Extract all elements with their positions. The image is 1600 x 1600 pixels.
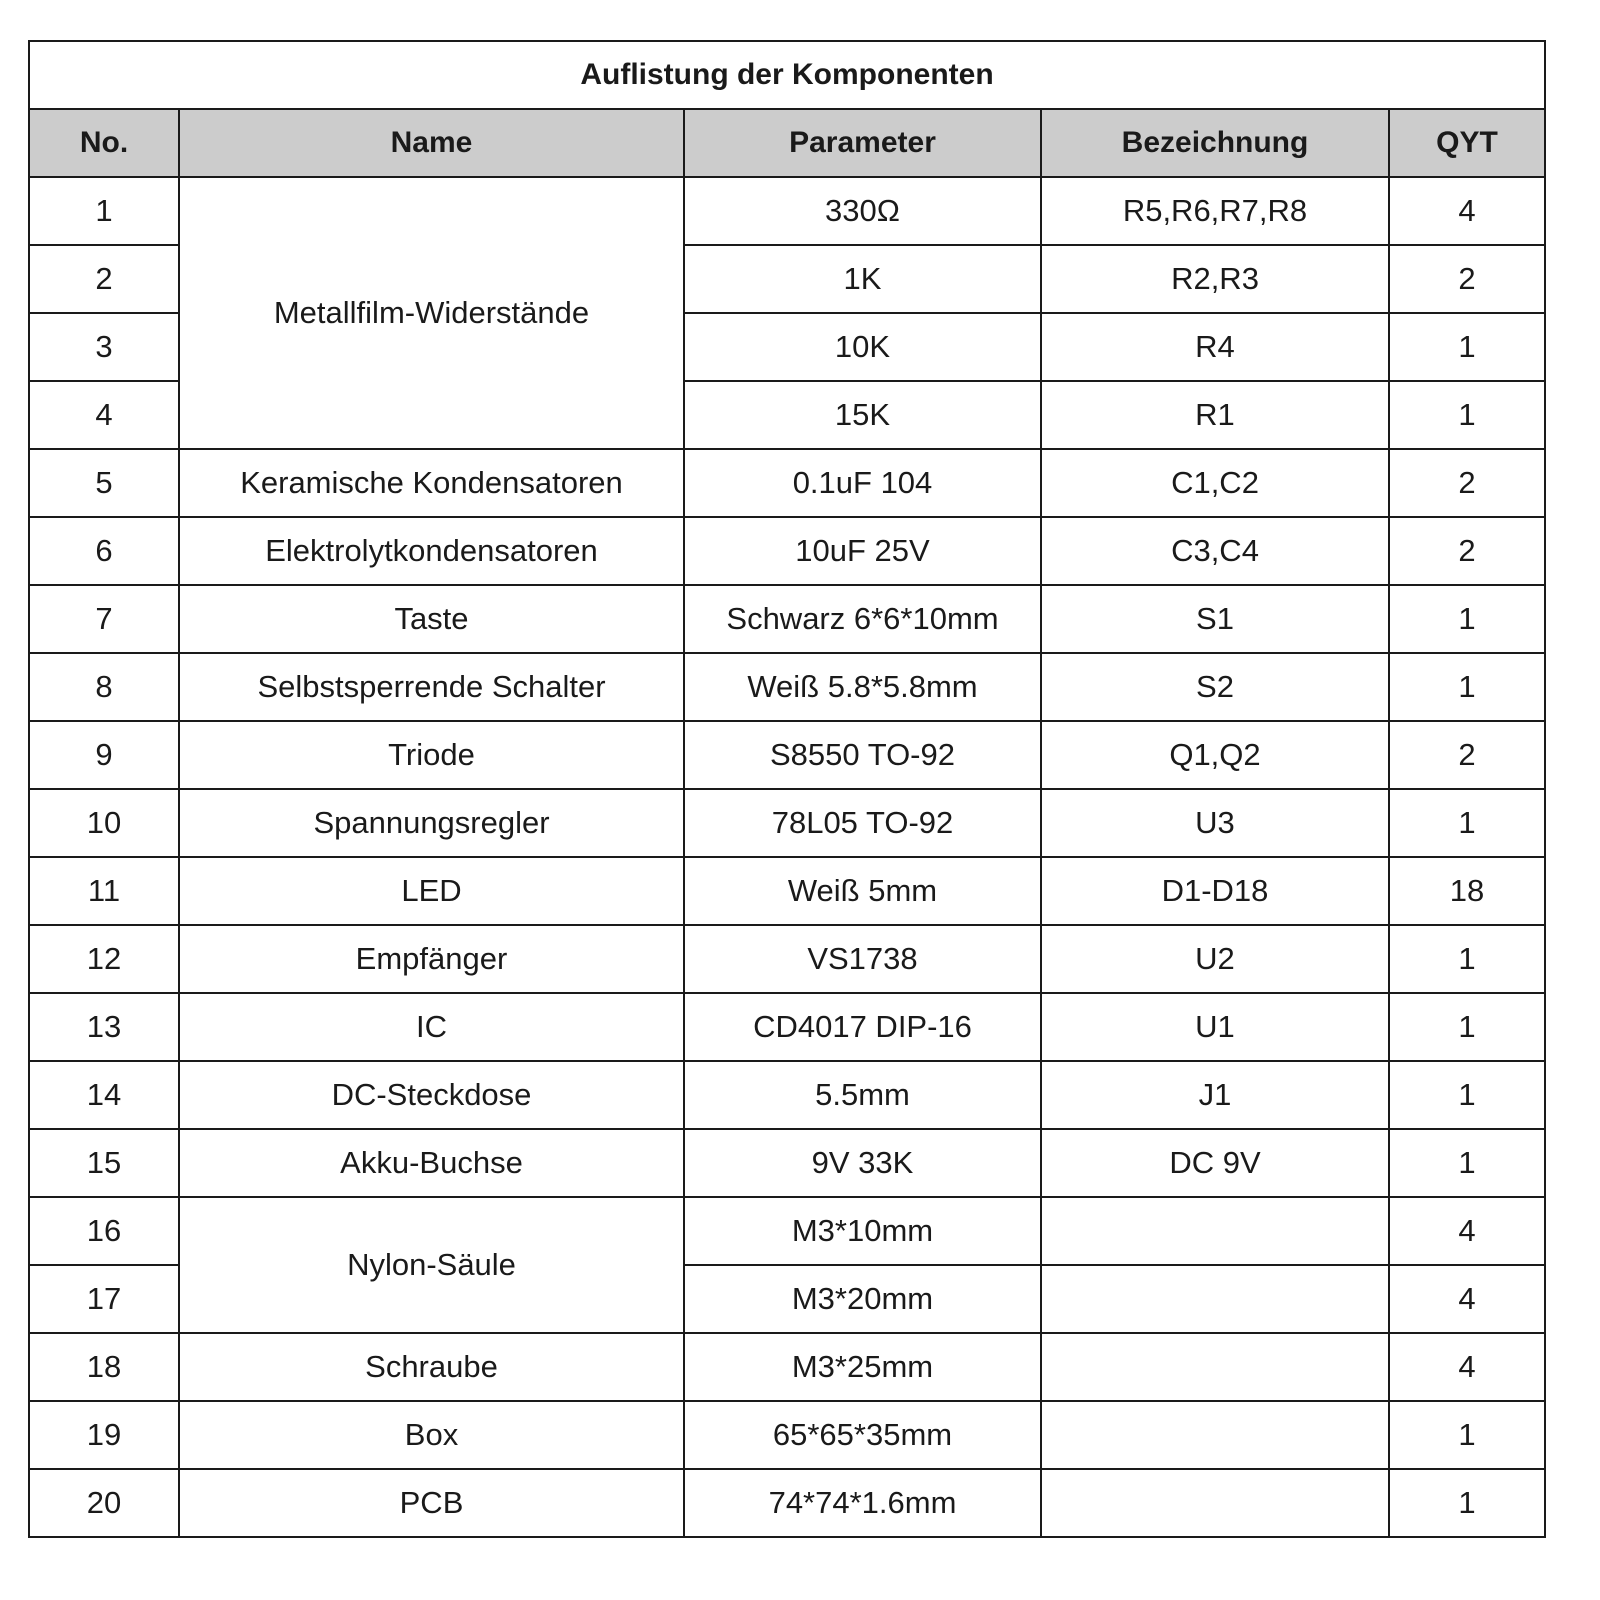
table-row <box>29 1129 1545 1197</box>
cell-qty: 18 <box>1389 857 1545 925</box>
cell-parameter: 330Ω <box>684 177 1041 245</box>
components-table <box>28 40 1546 1538</box>
cell-no: 2 <box>29 245 179 313</box>
cell-qty: 2 <box>1389 721 1545 789</box>
cell-name: Schraube <box>179 1333 684 1401</box>
cell-bezeichnung: D1-D18 <box>1041 857 1389 925</box>
cell-parameter: VS1738 <box>684 925 1041 993</box>
cell-parameter: M3*25mm <box>684 1333 1041 1401</box>
cell-qty: 4 <box>1389 1197 1545 1265</box>
cell-qty: 1 <box>1389 653 1545 721</box>
cell-name: Box <box>179 1401 684 1469</box>
cell-bezeichnung: DC 9V <box>1041 1129 1389 1197</box>
cell-bezeichnung: R1 <box>1041 381 1389 449</box>
cell-qty: 1 <box>1389 585 1545 653</box>
cell-name: DC-Steckdose <box>179 1061 684 1129</box>
cell-no: 5 <box>29 449 179 517</box>
cell-parameter: M3*20mm <box>684 1265 1041 1333</box>
cell-parameter: 74*74*1.6mm <box>684 1469 1041 1537</box>
cell-no: 8 <box>29 653 179 721</box>
cell-name: Akku-Buchse <box>179 1129 684 1197</box>
header-no: No. <box>29 109 179 177</box>
cell-bezeichnung: U2 <box>1041 925 1389 993</box>
cell-parameter: Weiß 5mm <box>684 857 1041 925</box>
cell-bezeichnung <box>1041 1197 1389 1265</box>
cell-bezeichnung <box>1041 1265 1389 1333</box>
cell-parameter: 65*65*35mm <box>684 1401 1041 1469</box>
cell-no: 19 <box>29 1401 179 1469</box>
cell-name: Empfänger <box>179 925 684 993</box>
cell-bezeichnung: J1 <box>1041 1061 1389 1129</box>
table-row <box>29 449 1545 517</box>
cell-bezeichnung: U1 <box>1041 993 1389 1061</box>
cell-no: 6 <box>29 517 179 585</box>
cell-no: 10 <box>29 789 179 857</box>
cell-qty: 1 <box>1389 789 1545 857</box>
cell-no: 16 <box>29 1197 179 1265</box>
cell-qty: 4 <box>1389 1265 1545 1333</box>
cell-bezeichnung: R5,R6,R7,R8 <box>1041 177 1389 245</box>
table-row <box>29 993 1545 1061</box>
cell-qty: 1 <box>1389 1469 1545 1537</box>
cell-parameter: M3*10mm <box>684 1197 1041 1265</box>
cell-bezeichnung: C1,C2 <box>1041 449 1389 517</box>
cell-qty: 1 <box>1389 1129 1545 1197</box>
cell-parameter: CD4017 DIP-16 <box>684 993 1041 1061</box>
cell-name: Metallfilm-Widerstände <box>179 177 684 449</box>
cell-no: 4 <box>29 381 179 449</box>
cell-qty: 2 <box>1389 517 1545 585</box>
cell-parameter: 0.1uF 104 <box>684 449 1041 517</box>
cell-no: 13 <box>29 993 179 1061</box>
cell-parameter: 1K <box>684 245 1041 313</box>
cell-parameter: 10K <box>684 313 1041 381</box>
table-row <box>29 1401 1545 1469</box>
table-row <box>29 1469 1545 1537</box>
cell-no: 11 <box>29 857 179 925</box>
cell-bezeichnung <box>1041 1333 1389 1401</box>
cell-bezeichnung: R4 <box>1041 313 1389 381</box>
cell-bezeichnung: S2 <box>1041 653 1389 721</box>
cell-parameter: 15K <box>684 381 1041 449</box>
table-row <box>29 789 1545 857</box>
cell-name: Triode <box>179 721 684 789</box>
cell-no: 17 <box>29 1265 179 1333</box>
header-name: Name <box>179 109 684 177</box>
table-row <box>29 585 1545 653</box>
table-row <box>29 721 1545 789</box>
cell-no: 14 <box>29 1061 179 1129</box>
cell-bezeichnung: C3,C4 <box>1041 517 1389 585</box>
cell-parameter: 5.5mm <box>684 1061 1041 1129</box>
cell-no: 18 <box>29 1333 179 1401</box>
cell-qty: 1 <box>1389 1401 1545 1469</box>
table-row <box>29 857 1545 925</box>
header-parameter: Parameter <box>684 109 1041 177</box>
cell-no: 12 <box>29 925 179 993</box>
header-bezeichnung: Bezeichnung <box>1041 109 1389 177</box>
cell-no: 15 <box>29 1129 179 1197</box>
cell-bezeichnung: U3 <box>1041 789 1389 857</box>
cell-no: 7 <box>29 585 179 653</box>
cell-qty: 1 <box>1389 925 1545 993</box>
cell-name: Nylon-Säule <box>179 1197 684 1333</box>
cell-qty: 4 <box>1389 1333 1545 1401</box>
cell-parameter: 78L05 TO-92 <box>684 789 1041 857</box>
cell-name: PCB <box>179 1469 684 1537</box>
cell-name: Elektrolytkondensatoren <box>179 517 684 585</box>
cell-parameter: 10uF 25V <box>684 517 1041 585</box>
cell-bezeichnung <box>1041 1401 1389 1469</box>
cell-qty: 1 <box>1389 993 1545 1061</box>
table-row <box>29 925 1545 993</box>
cell-no: 3 <box>29 313 179 381</box>
cell-qty: 4 <box>1389 177 1545 245</box>
cell-no: 1 <box>29 177 179 245</box>
header-row <box>29 109 1545 177</box>
cell-qty: 2 <box>1389 449 1545 517</box>
cell-parameter: Weiß 5.8*5.8mm <box>684 653 1041 721</box>
cell-bezeichnung <box>1041 1469 1389 1537</box>
table-title: Auflistung der Komponenten <box>29 41 1545 109</box>
cell-qty: 1 <box>1389 313 1545 381</box>
cell-parameter: Schwarz 6*6*10mm <box>684 585 1041 653</box>
cell-no: 20 <box>29 1469 179 1537</box>
table-row <box>29 1197 1545 1265</box>
cell-qty: 1 <box>1389 1061 1545 1129</box>
cell-qty: 2 <box>1389 245 1545 313</box>
table-row <box>29 1333 1545 1401</box>
cell-bezeichnung: S1 <box>1041 585 1389 653</box>
cell-bezeichnung: R2,R3 <box>1041 245 1389 313</box>
component-list <box>28 40 1544 1538</box>
cell-name: Taste <box>179 585 684 653</box>
title-row <box>29 41 1545 109</box>
cell-parameter: 9V 33K <box>684 1129 1041 1197</box>
cell-parameter: S8550 TO-92 <box>684 721 1041 789</box>
cell-name: Spannungsregler <box>179 789 684 857</box>
cell-name: LED <box>179 857 684 925</box>
header-qty: QYT <box>1389 109 1545 177</box>
cell-bezeichnung: Q1,Q2 <box>1041 721 1389 789</box>
table-row <box>29 517 1545 585</box>
cell-qty: 1 <box>1389 381 1545 449</box>
cell-name: Keramische Kondensatoren <box>179 449 684 517</box>
cell-name: Selbstsperrende Schalter <box>179 653 684 721</box>
table-row <box>29 177 1545 245</box>
table-row <box>29 1061 1545 1129</box>
table-row <box>29 653 1545 721</box>
cell-name: IC <box>179 993 684 1061</box>
cell-no: 9 <box>29 721 179 789</box>
